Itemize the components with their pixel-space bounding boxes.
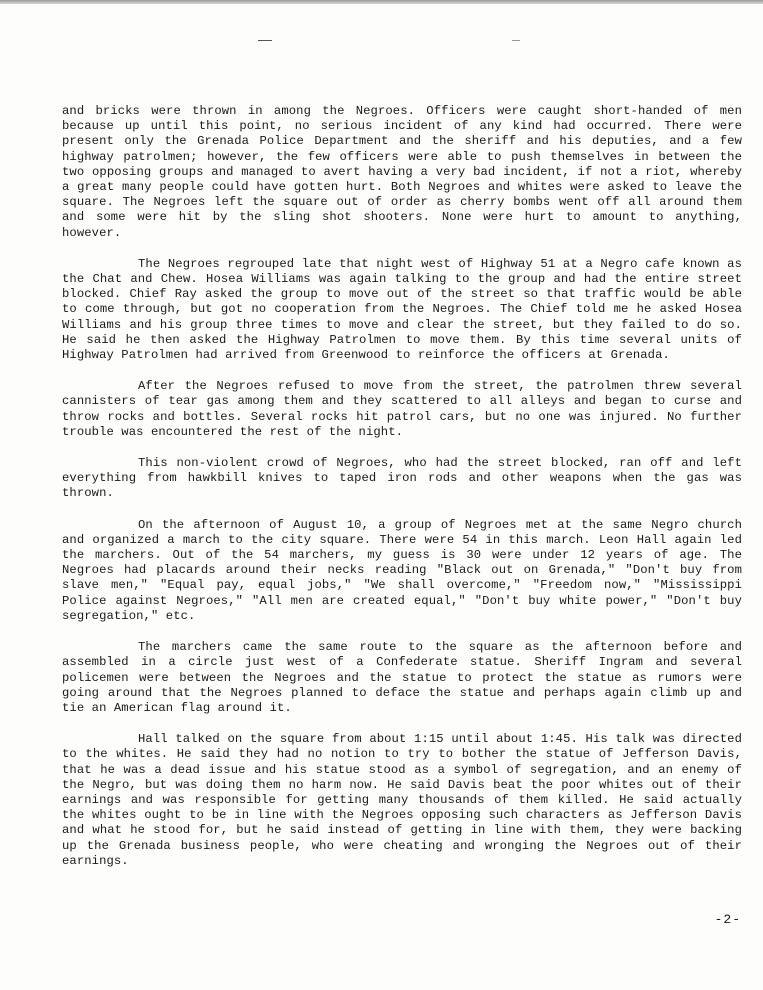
scan-mark xyxy=(512,40,520,41)
paragraph-6: The marchers came the same route to the square as the afternoon before and assembled in a circle just west of a Confederate statue. Sheriff Ingram and several policemen were between the Negroes and the statue to protect the statue as rumors were going around that the Negroes planned to deface the statue and perhaps again climb up and tie an American flag around it. xyxy=(62,640,742,715)
paragraph-7: Hall talked on the square from about 1:15 until about 1:45. His talk was directed to the whites. He said they had no notion to try to bother the statue of Jefferson Davis, that he was a dead issue and his statue stood as a symbol of segregation, and an enemy of the Negro, but was doing them no harm now. He said Davis beat the poor whites out of their earnings and was responsible for getting many thousands of them killed. He said actually the whites ought to be in line with the Negroes opposing such characters as Jefferson Davis and what he stood for, but he said instead of getting in line with them, they were backing up the Grenada business people, who were cheating and wronging the Negroes out of their earnings. xyxy=(62,732,742,868)
paragraph-4: This non-violent crowd of Negroes, who had the street blocked, ran off and left everything from hawkbill knives to taped iron rods and other weapons when the gas was thrown. xyxy=(62,456,742,501)
scan-top-edge xyxy=(0,0,763,4)
paragraph-5: On the afternoon of August 10, a group of Negroes met at the same Negro church and organized a march to the city square. There were 54 in this march. Leon Hall again led the marchers. Out of the 54 marchers, my guess is 30 were under 12 years of age. The Negroes had placards around their necks reading "Black out on Grenada," "Don't buy from slave men," "Equal pay, equal jobs," "We shall overcome," "Freedom now," "Mississippi Police against Negroes," "All men are created equal," "Don't buy white power," "Don't buy segregation," etc. xyxy=(62,517,742,623)
scan-mark xyxy=(258,40,272,41)
body-text xyxy=(62,104,742,885)
page-number: -2- xyxy=(714,912,741,927)
paragraph-2: The Negroes regrouped late that night west of Highway 51 at a Negro cafe known as the Chat and Chew. Hosea Williams was again talking to the group and had the entire street blocked. Chief Ray asked the group to move out of the street so that traffic would be able to come through, but got no cooperation from the Negroes. The Chief told me he asked Hosea Williams and his group three times to move and clear the street, but they failed to do so. He said he then asked the Highway Patrolmen to move them. By this time several units of Highway Patrolmen had arrived from Greenwood to reinforce the officers at Grenada. xyxy=(62,256,742,363)
paragraph-3: After the Negroes refused to move from the street, the patrolmen threw several cannisters of tear gas among them and they scattered to all alleys and began to curse and throw rocks and bottles. Several rocks hit patrol cars, but no one was injured. No further trouble was encountered the rest of the night. xyxy=(62,379,742,439)
paragraph-1: and bricks were thrown in among the Negroes. Officers were caught short-handed of men because up until this point, no serious incident of any kind had occurred. There were present only the Grenada Police Department and the sheriff and his deputies, and a few highway patrolmen; however, the few officers were able to push themselves in between the two opposing groups and managed to avert having a very bad incident, if not a riot, whereby a great many people could have gotten hurt. Both Negroes and whites were asked to leave the square. The Negroes left the square out of order as cherry bombs went off all around them and some were hit by the sling shot shooters. None were hurt to amount to anything, however. xyxy=(62,104,742,240)
